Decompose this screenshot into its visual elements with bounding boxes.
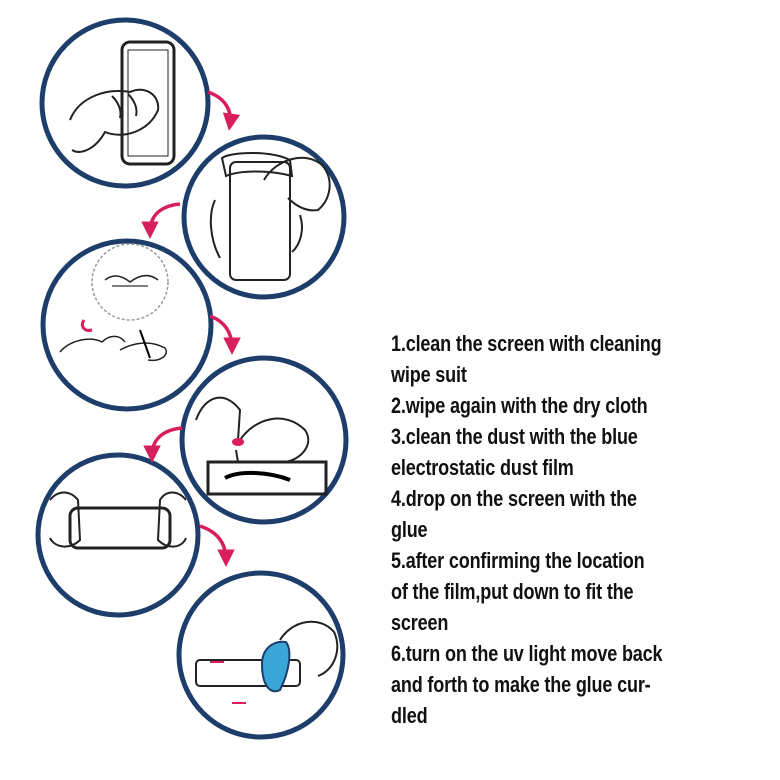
arrow-step-4-to-5 bbox=[152, 428, 182, 456]
instruction-line: and forth to make the glue cur- bbox=[391, 672, 651, 697]
instruction-line: glue bbox=[391, 517, 428, 542]
arrow-step-2-to-3 bbox=[150, 204, 180, 232]
step-2-illustration bbox=[184, 137, 344, 297]
step-6-illustration bbox=[179, 573, 343, 737]
instruction-line: 4.drop on the screen with the bbox=[391, 486, 637, 511]
instruction-line: 3.clean the dust with the blue bbox=[391, 424, 638, 449]
instruction-line: wipe suit bbox=[391, 362, 467, 387]
instruction-line: 5.after confirming the location bbox=[391, 548, 645, 573]
instruction-text bbox=[391, 328, 703, 731]
instruction-line: 2.wipe again with the dry cloth bbox=[391, 393, 648, 418]
instruction-line: screen bbox=[391, 610, 449, 635]
instruction-line: of the film,put down to fit the bbox=[391, 579, 634, 604]
step-4-illustration bbox=[182, 358, 346, 522]
instruction-line: 1.clean the screen with cleaning bbox=[391, 331, 662, 356]
instruction-line: dled bbox=[391, 703, 428, 728]
instruction-line: 6.turn on the uv light move back bbox=[391, 641, 663, 666]
arrow-step-1-to-2 bbox=[208, 92, 230, 124]
step-1-illustration bbox=[42, 20, 208, 186]
step-3-illustration bbox=[43, 241, 211, 409]
arrow-step-5-to-6 bbox=[200, 526, 226, 560]
step-5-illustration bbox=[38, 455, 198, 615]
instruction-line: electrostatic dust film bbox=[391, 455, 574, 480]
